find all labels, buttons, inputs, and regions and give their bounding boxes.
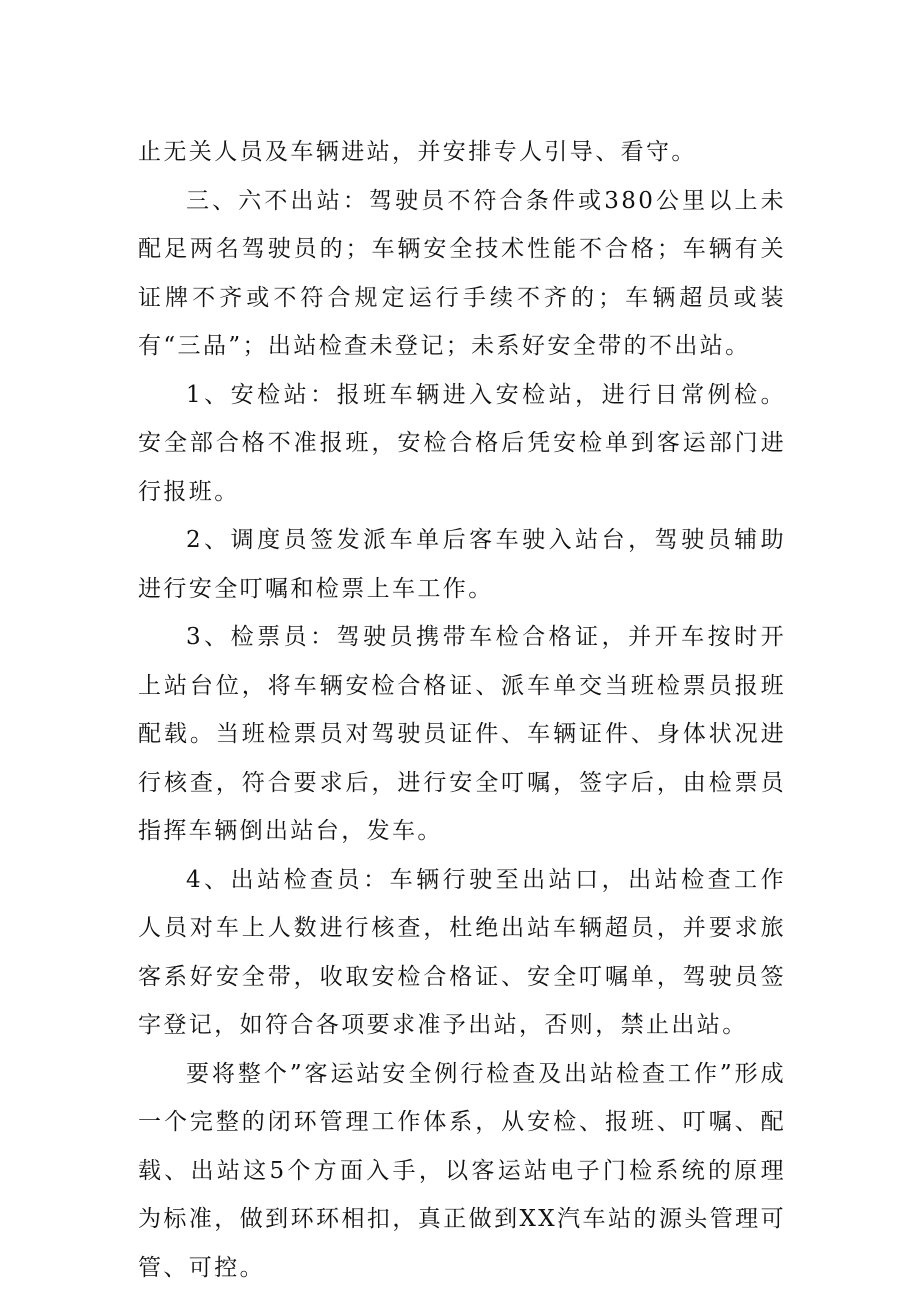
document-body [138, 128, 786, 1292]
paragraph-closed-loop-management: 要将整个”客运站安全例行检查及出站检查工作”形成一个完整的闭环管理工作体系，从安检、报班、叮嘱、配载、出站这5个方面入手，以客运站电子门检系统的原理为标准，做到环环相扣，真正做到XX汽车站的源头管理可管、可控。 [138, 1060, 786, 1281]
paragraph-six-no-departure: 三、六不出站：驾驶员不符合条件或380公里以上未配足两名驾驶员的；车辆安全技术性能不合格；车辆有关证牌不齐或不符合规定运行手续不齐的；车辆超员或装有“三品”；出站检查未登记；未系好安全带的不出站。 [138, 187, 786, 359]
paragraph-dispatcher: 2、调度员签发派车单后客车驶入站台，驾驶员辅助进行安全叮嘱和检票上车工作。 [138, 527, 786, 602]
paragraph-security-check-station: 1、安检站：报班车辆进入安检站，进行日常例检。安全部合格不准报班，安检合格后凭安检单到客运部门进行报班。 [138, 381, 786, 505]
paragraph-departure-inspector: 4、出站检查员：车辆行驶至出站口，出站检查工作人员对车上人数进行核查，杜绝出站车辆超员，并要求旅客系好安全带，收取安检合格证、安全叮嘱单，驾驶员签字登记，如符合各项要求准予出站，否则，禁止出站。 [138, 866, 786, 1038]
paragraph-ticket-inspector: 3、检票员：驾驶员携带车检合格证，并开车按时开上站台位，将车辆安检合格证、派车单交当班检票员报班配载。当班检票员对驾驶员证件、车辆证件、身体状况进行核查，符合要求后，进行安全叮嘱，签字后，由检票员指挥车辆倒出站台，发车。 [138, 624, 786, 844]
paragraph-continuation: 止无关人员及车辆进站，并安排专人引导、看守。 [138, 139, 697, 165]
